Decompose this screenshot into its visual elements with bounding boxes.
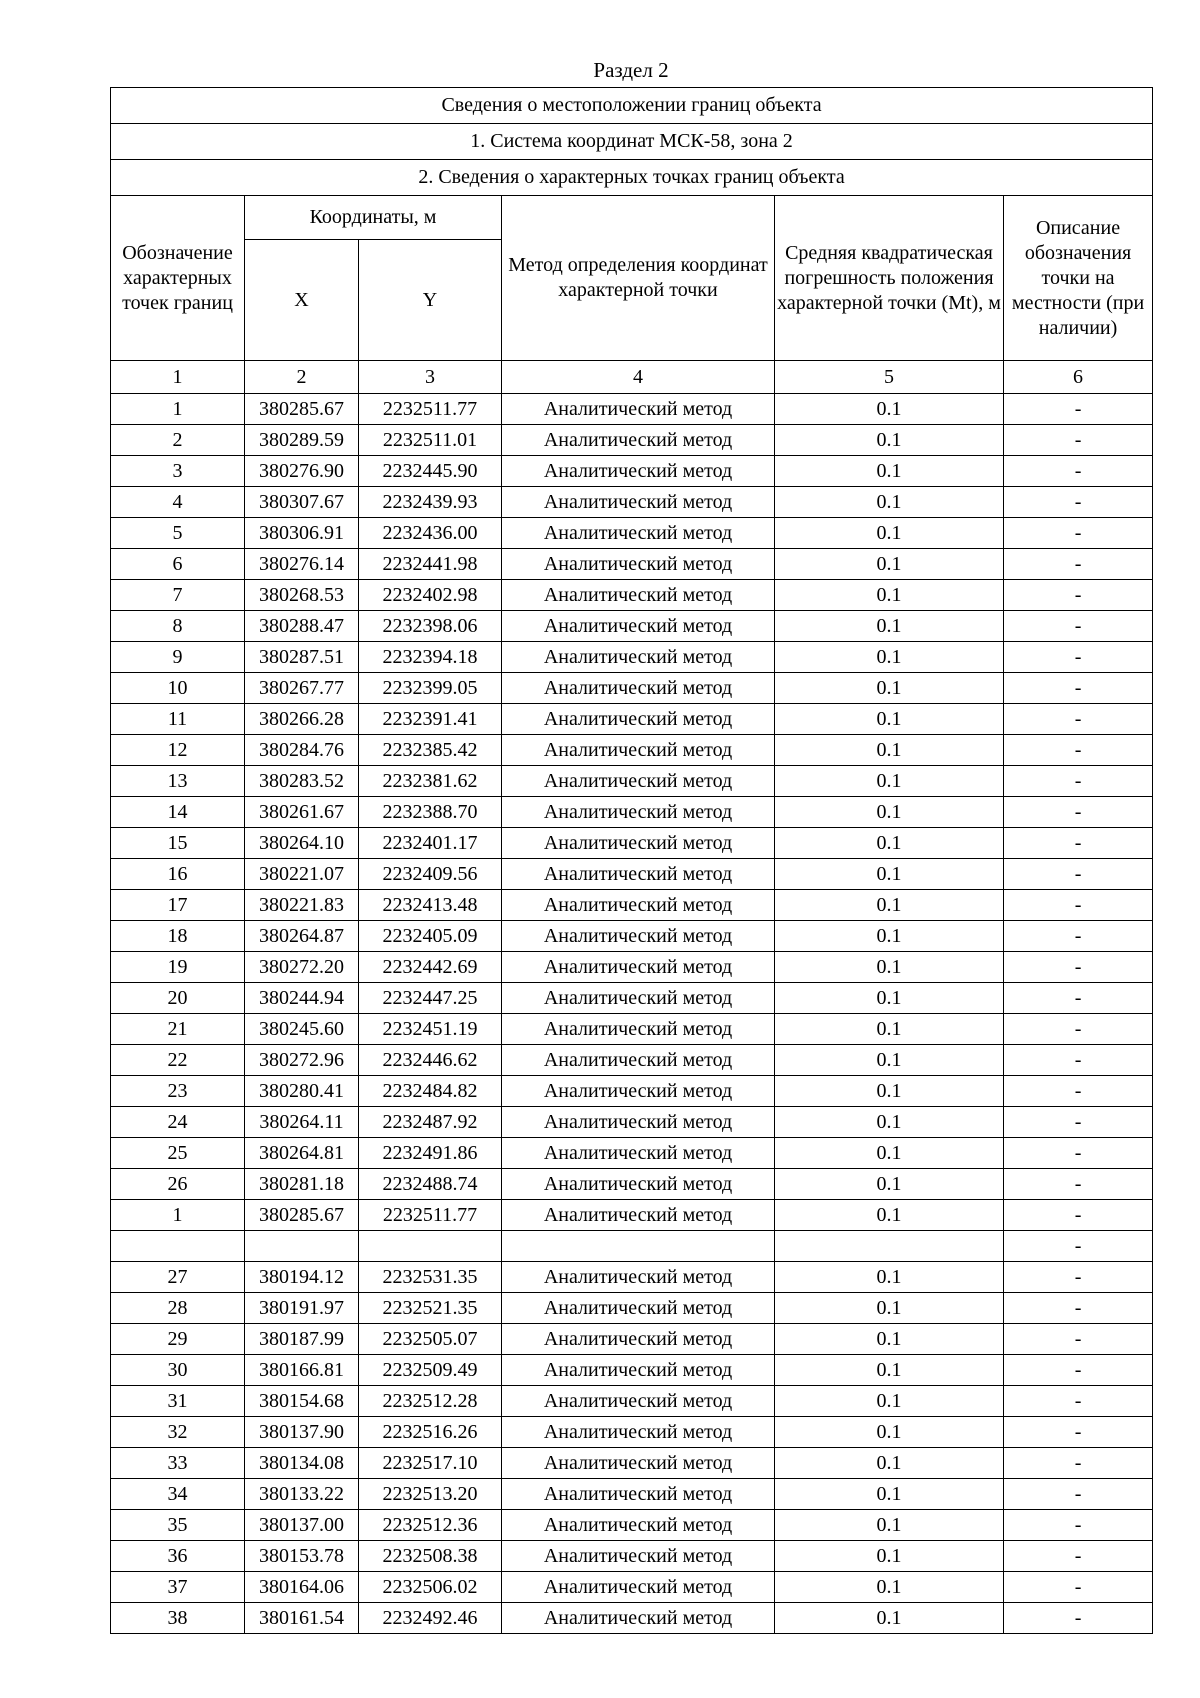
col-header-description: Описание обозначения точки на местности (при наличии): [1004, 196, 1153, 361]
cell-y-coordinate: 2232511.77: [359, 394, 502, 425]
cell-y-coordinate: 2232442.69: [359, 952, 502, 983]
cell-y-coordinate: 2232512.28: [359, 1386, 502, 1417]
cell-x-coordinate: 380276.14: [245, 549, 359, 580]
table-row: [111, 1386, 1153, 1417]
table-row: [111, 890, 1153, 921]
cell-y-coordinate: 2232491.86: [359, 1138, 502, 1169]
cell-description: -: [1004, 1572, 1153, 1603]
table-row: [111, 1541, 1153, 1572]
cell-method: Аналитический метод: [502, 921, 775, 952]
cell-y-coordinate: 2232531.35: [359, 1262, 502, 1293]
cell-x-coordinate: 380288.47: [245, 611, 359, 642]
cell-point-number: 29: [111, 1324, 245, 1355]
table-row: [111, 1448, 1153, 1479]
cell-point-number: 33: [111, 1448, 245, 1479]
cell-mean-error: 0.1: [775, 797, 1004, 828]
table-row: [111, 1572, 1153, 1603]
cell-description: -: [1004, 1603, 1153, 1634]
cell-mean-error: 0.1: [775, 1603, 1004, 1634]
points-section-header: 2. Сведения о характерных точках границ объекта: [111, 160, 1153, 196]
cell-x-coordinate: 380154.68: [245, 1386, 359, 1417]
column-number: 3: [359, 361, 502, 394]
table-row: [111, 1417, 1153, 1448]
cell-method: Аналитический метод: [502, 1510, 775, 1541]
cell-description: -: [1004, 1107, 1153, 1138]
cell-description: -: [1004, 1262, 1153, 1293]
cell-method: Аналитический метод: [502, 797, 775, 828]
cell-point-number: 18: [111, 921, 245, 952]
cell-point-number: 27: [111, 1262, 245, 1293]
cell-mean-error: 0.1: [775, 1138, 1004, 1169]
cell-y-coordinate: 2232447.25: [359, 983, 502, 1014]
cell-x-coordinate: 380264.10: [245, 828, 359, 859]
cell-point-number: 28: [111, 1293, 245, 1324]
table-row: [111, 642, 1153, 673]
cell-y-coordinate: 2232381.62: [359, 766, 502, 797]
cell-method: Аналитический метод: [502, 1293, 775, 1324]
cell-x-coordinate: 380245.60: [245, 1014, 359, 1045]
cell-description: -: [1004, 828, 1153, 859]
cell-method: Аналитический метод: [502, 1448, 775, 1479]
col-header-error: Средняя квадратическая погрешность положения характерной точки (Mt), м: [775, 196, 1004, 361]
cell-method: Аналитический метод: [502, 983, 775, 1014]
cell-description: -: [1004, 1200, 1153, 1231]
cell-method: Аналитический метод: [502, 1603, 775, 1634]
cell-y-coordinate: 2232484.82: [359, 1076, 502, 1107]
cell-y-coordinate: 2232521.35: [359, 1293, 502, 1324]
cell-description: -: [1004, 1231, 1153, 1262]
cell-y-coordinate: 2232511.77: [359, 1200, 502, 1231]
cell-x-coordinate: 380137.00: [245, 1510, 359, 1541]
cell-x-coordinate: 380307.67: [245, 487, 359, 518]
table-row: [111, 921, 1153, 952]
cell-mean-error: 0.1: [775, 1355, 1004, 1386]
cell-x-coordinate: 380272.20: [245, 952, 359, 983]
cell-description: -: [1004, 642, 1153, 673]
table-row: [111, 580, 1153, 611]
cell-point-number: 23: [111, 1076, 245, 1107]
cell-y-coordinate: 2232517.10: [359, 1448, 502, 1479]
cell-x-coordinate: 380266.28: [245, 704, 359, 735]
cell-point-number: 21: [111, 1014, 245, 1045]
cell-mean-error: 0.1: [775, 425, 1004, 456]
cell-point-number: 31: [111, 1386, 245, 1417]
table-row: [111, 1169, 1153, 1200]
table-row: [111, 487, 1153, 518]
cell-method: Аналитический метод: [502, 518, 775, 549]
cell-method: Аналитический метод: [502, 1541, 775, 1572]
table-row: [111, 1510, 1153, 1541]
cell-method: Аналитический метод: [502, 580, 775, 611]
cell-x-coordinate: 380264.81: [245, 1138, 359, 1169]
coordinate-system-header: 1. Система координат МСК-58, зона 2: [111, 124, 1153, 160]
cell-point-number: 37: [111, 1572, 245, 1603]
cell-mean-error: 0.1: [775, 1107, 1004, 1138]
cell-method: Аналитический метод: [502, 1572, 775, 1603]
cell-mean-error: 0.1: [775, 549, 1004, 580]
cell-y-coordinate: 2232516.26: [359, 1417, 502, 1448]
cell-y-coordinate: 2232436.00: [359, 518, 502, 549]
cell-mean-error: 0.1: [775, 859, 1004, 890]
cell-description: -: [1004, 1045, 1153, 1076]
table-row: [111, 828, 1153, 859]
cell-x-coordinate: 380267.77: [245, 673, 359, 704]
cell-description: -: [1004, 797, 1153, 828]
column-number-row: [111, 361, 1153, 394]
cell-point-number: 38: [111, 1603, 245, 1634]
cell-description: -: [1004, 1169, 1153, 1200]
cell-x-coordinate: 380166.81: [245, 1355, 359, 1386]
cell-method: Аналитический метод: [502, 487, 775, 518]
cell-y-coordinate: 2232398.06: [359, 611, 502, 642]
cell-description: -: [1004, 704, 1153, 735]
cell-point-number: 32: [111, 1417, 245, 1448]
column-number: 6: [1004, 361, 1153, 394]
table-row: [111, 1076, 1153, 1107]
table-row: [111, 1138, 1153, 1169]
table-row: [111, 1262, 1153, 1293]
cell-y-coordinate: 2232513.20: [359, 1479, 502, 1510]
column-number: 4: [502, 361, 775, 394]
cell-method: Аналитический метод: [502, 735, 775, 766]
cell-description: -: [1004, 921, 1153, 952]
cell-mean-error: 0.1: [775, 952, 1004, 983]
cell-description: -: [1004, 735, 1153, 766]
cell-point-number: 6: [111, 549, 245, 580]
cell-mean-error: 0.1: [775, 1200, 1004, 1231]
cell-x-coordinate: 380261.67: [245, 797, 359, 828]
cell-description: -: [1004, 673, 1153, 704]
cell-y-coordinate: 2232388.70: [359, 797, 502, 828]
col-header-method: Метод определения координат характерной точки: [502, 196, 775, 361]
cell-description: -: [1004, 890, 1153, 921]
cell-description: -: [1004, 580, 1153, 611]
column-number: 2: [245, 361, 359, 394]
cell-method: Аналитический метод: [502, 859, 775, 890]
col-header-y: Y: [359, 240, 502, 361]
cell-x-coordinate: 380153.78: [245, 1541, 359, 1572]
cell-point-number: 17: [111, 890, 245, 921]
cell-point-number: 19: [111, 952, 245, 983]
cell-method: Аналитический метод: [502, 890, 775, 921]
cell-method: Аналитический метод: [502, 828, 775, 859]
table-main-header: Сведения о местоположении границ объекта: [111, 88, 1153, 124]
cell-x-coordinate: 380194.12: [245, 1262, 359, 1293]
section-title: Раздел 2: [593, 58, 669, 82]
cell-description: -: [1004, 1541, 1153, 1572]
cell-description: -: [1004, 1417, 1153, 1448]
cell-point-number: 11: [111, 704, 245, 735]
cell-mean-error: 0.1: [775, 1572, 1004, 1603]
table-row: [111, 952, 1153, 983]
cell-mean-error: 0.1: [775, 735, 1004, 766]
cell-x-coordinate: 380133.22: [245, 1479, 359, 1510]
cell-y-coordinate: 2232399.05: [359, 673, 502, 704]
cell-y-coordinate: 2232487.92: [359, 1107, 502, 1138]
cell-x-coordinate: 380191.97: [245, 1293, 359, 1324]
col-header-x: X: [245, 240, 359, 361]
cell-mean-error: 0.1: [775, 1386, 1004, 1417]
col-header-coordinates: Координаты, м: [245, 196, 502, 240]
cell-mean-error: 0.1: [775, 580, 1004, 611]
cell-x-coordinate: 380284.76: [245, 735, 359, 766]
cell-y-coordinate: 2232446.62: [359, 1045, 502, 1076]
cell-y-coordinate: 2232445.90: [359, 456, 502, 487]
cell-point-number: 8: [111, 611, 245, 642]
table-row: [111, 611, 1153, 642]
table-row: [111, 735, 1153, 766]
cell-x-coordinate: 380268.53: [245, 580, 359, 611]
cell-mean-error: 0.1: [775, 673, 1004, 704]
cell-point-number: 12: [111, 735, 245, 766]
cell-x-coordinate: 380287.51: [245, 642, 359, 673]
cell-description: -: [1004, 394, 1153, 425]
cell-method: Аналитический метод: [502, 952, 775, 983]
cell-description: -: [1004, 425, 1153, 456]
cell-mean-error: 0.1: [775, 642, 1004, 673]
cell-mean-error: 0.1: [775, 1541, 1004, 1572]
cell-mean-error: 0.1: [775, 766, 1004, 797]
table-row: [111, 766, 1153, 797]
cell-y-coordinate: 2232405.09: [359, 921, 502, 952]
cell-point-number: 22: [111, 1045, 245, 1076]
cell-method: Аналитический метод: [502, 1045, 775, 1076]
cell-mean-error: 0.1: [775, 394, 1004, 425]
cell-point-number: 4: [111, 487, 245, 518]
cell-y-coordinate: 2232509.49: [359, 1355, 502, 1386]
cell-method: Аналитический метод: [502, 456, 775, 487]
table-row: [111, 549, 1153, 580]
cell-method: Аналитический метод: [502, 1262, 775, 1293]
cell-description: -: [1004, 1479, 1153, 1510]
cell-description: -: [1004, 1355, 1153, 1386]
cell-description: -: [1004, 518, 1153, 549]
cell-description: -: [1004, 487, 1153, 518]
cell-method: Аналитический метод: [502, 1076, 775, 1107]
cell-mean-error: 0.1: [775, 1417, 1004, 1448]
cell-y-coordinate: 2232441.98: [359, 549, 502, 580]
cell-description: -: [1004, 1293, 1153, 1324]
cell-description: -: [1004, 983, 1153, 1014]
cell-description: -: [1004, 456, 1153, 487]
table-row: [111, 518, 1153, 549]
cell-y-coordinate: 2232451.19: [359, 1014, 502, 1045]
cell-y-coordinate: 2232385.42: [359, 735, 502, 766]
cell-x-coordinate: 380276.90: [245, 456, 359, 487]
cell-mean-error: [775, 1231, 1004, 1262]
cell-point-number: 34: [111, 1479, 245, 1510]
cell-mean-error: 0.1: [775, 1293, 1004, 1324]
cell-x-coordinate: 380187.99: [245, 1324, 359, 1355]
cell-point-number: 30: [111, 1355, 245, 1386]
cell-point-number: 25: [111, 1138, 245, 1169]
cell-point-number: [111, 1231, 245, 1262]
cell-x-coordinate: [245, 1231, 359, 1262]
cell-method: [502, 1231, 775, 1262]
table-row: [111, 1479, 1153, 1510]
cell-method: Аналитический метод: [502, 1014, 775, 1045]
cell-x-coordinate: 380244.94: [245, 983, 359, 1014]
cell-mean-error: 0.1: [775, 1014, 1004, 1045]
table-row: [111, 1045, 1153, 1076]
cell-method: Аналитический метод: [502, 766, 775, 797]
cell-point-number: 10: [111, 673, 245, 704]
cell-point-number: 9: [111, 642, 245, 673]
cell-point-number: 2: [111, 425, 245, 456]
cell-mean-error: 0.1: [775, 611, 1004, 642]
table-row: [111, 797, 1153, 828]
cell-method: Аналитический метод: [502, 1169, 775, 1200]
cell-point-number: 5: [111, 518, 245, 549]
cell-method: Аналитический метод: [502, 673, 775, 704]
cell-x-coordinate: 380264.87: [245, 921, 359, 952]
table-row: [111, 1293, 1153, 1324]
table-row: [111, 1603, 1153, 1634]
table-row: [111, 1107, 1153, 1138]
cell-x-coordinate: 380285.67: [245, 394, 359, 425]
cell-point-number: 16: [111, 859, 245, 890]
cell-point-number: 1: [111, 1200, 245, 1231]
cell-mean-error: 0.1: [775, 1510, 1004, 1541]
table-row: [111, 859, 1153, 890]
cell-y-coordinate: 2232505.07: [359, 1324, 502, 1355]
cell-mean-error: 0.1: [775, 1169, 1004, 1200]
cell-description: -: [1004, 1386, 1153, 1417]
cell-description: -: [1004, 859, 1153, 890]
cell-y-coordinate: 2232488.74: [359, 1169, 502, 1200]
cell-description: -: [1004, 549, 1153, 580]
cell-mean-error: 0.1: [775, 518, 1004, 549]
cell-y-coordinate: 2232506.02: [359, 1572, 502, 1603]
table-row: [111, 425, 1153, 456]
cell-x-coordinate: 380281.18: [245, 1169, 359, 1200]
table-row: [111, 394, 1153, 425]
col-header-designation: Обозначение характерных точек границ: [111, 196, 245, 361]
cell-y-coordinate: 2232409.56: [359, 859, 502, 890]
cell-point-number: 35: [111, 1510, 245, 1541]
cell-method: Аналитический метод: [502, 1386, 775, 1417]
cell-description: -: [1004, 1076, 1153, 1107]
cell-point-number: 14: [111, 797, 245, 828]
cell-y-coordinate: [359, 1231, 502, 1262]
cell-mean-error: 0.1: [775, 890, 1004, 921]
cell-description: -: [1004, 611, 1153, 642]
cell-mean-error: 0.1: [775, 983, 1004, 1014]
cell-method: Аналитический метод: [502, 1200, 775, 1231]
cell-method: Аналитический метод: [502, 1107, 775, 1138]
cell-method: Аналитический метод: [502, 1479, 775, 1510]
cell-point-number: 13: [111, 766, 245, 797]
cell-point-number: 36: [111, 1541, 245, 1572]
cell-description: -: [1004, 952, 1153, 983]
cell-x-coordinate: 380161.54: [245, 1603, 359, 1634]
cell-x-coordinate: 380164.06: [245, 1572, 359, 1603]
table-row: [111, 1014, 1153, 1045]
cell-y-coordinate: 2232508.38: [359, 1541, 502, 1572]
cell-y-coordinate: 2232402.98: [359, 580, 502, 611]
cell-description: -: [1004, 1014, 1153, 1045]
cell-y-coordinate: 2232511.01: [359, 425, 502, 456]
cell-method: Аналитический метод: [502, 642, 775, 673]
cell-mean-error: 0.1: [775, 487, 1004, 518]
cell-x-coordinate: 380285.67: [245, 1200, 359, 1231]
cell-y-coordinate: 2232391.41: [359, 704, 502, 735]
cell-x-coordinate: 380289.59: [245, 425, 359, 456]
boundary-points-table: [110, 87, 1153, 1634]
cell-x-coordinate: 380283.52: [245, 766, 359, 797]
cell-point-number: 20: [111, 983, 245, 1014]
cell-description: -: [1004, 1138, 1153, 1169]
table-row: [111, 1231, 1153, 1262]
table-row: [111, 456, 1153, 487]
table-row: [111, 704, 1153, 735]
cell-x-coordinate: 380306.91: [245, 518, 359, 549]
cell-y-coordinate: 2232439.93: [359, 487, 502, 518]
cell-y-coordinate: 2232492.46: [359, 1603, 502, 1634]
column-number: 5: [775, 361, 1004, 394]
cell-y-coordinate: 2232401.17: [359, 828, 502, 859]
cell-mean-error: 0.1: [775, 921, 1004, 952]
table-row: [111, 673, 1153, 704]
cell-point-number: 24: [111, 1107, 245, 1138]
cell-method: Аналитический метод: [502, 394, 775, 425]
cell-x-coordinate: 380221.83: [245, 890, 359, 921]
cell-mean-error: 0.1: [775, 1076, 1004, 1107]
cell-method: Аналитический метод: [502, 611, 775, 642]
table-row: [111, 1324, 1153, 1355]
cell-x-coordinate: 380264.11: [245, 1107, 359, 1138]
cell-method: Аналитический метод: [502, 1355, 775, 1386]
cell-mean-error: 0.1: [775, 704, 1004, 735]
cell-method: Аналитический метод: [502, 1417, 775, 1448]
cell-x-coordinate: 380280.41: [245, 1076, 359, 1107]
cell-method: Аналитический метод: [502, 1138, 775, 1169]
cell-method: Аналитический метод: [502, 425, 775, 456]
cell-mean-error: 0.1: [775, 1479, 1004, 1510]
cell-mean-error: 0.1: [775, 1324, 1004, 1355]
cell-mean-error: 0.1: [775, 1262, 1004, 1293]
cell-point-number: 3: [111, 456, 245, 487]
cell-description: -: [1004, 1324, 1153, 1355]
column-number: 1: [111, 361, 245, 394]
cell-method: Аналитический метод: [502, 549, 775, 580]
cell-x-coordinate: 380272.96: [245, 1045, 359, 1076]
cell-description: -: [1004, 766, 1153, 797]
cell-y-coordinate: 2232413.48: [359, 890, 502, 921]
cell-point-number: 1: [111, 394, 245, 425]
cell-mean-error: 0.1: [775, 1045, 1004, 1076]
cell-y-coordinate: 2232512.36: [359, 1510, 502, 1541]
cell-point-number: 15: [111, 828, 245, 859]
cell-y-coordinate: 2232394.18: [359, 642, 502, 673]
cell-x-coordinate: 380134.08: [245, 1448, 359, 1479]
cell-point-number: 7: [111, 580, 245, 611]
cell-point-number: 26: [111, 1169, 245, 1200]
cell-method: Аналитический метод: [502, 1324, 775, 1355]
cell-mean-error: 0.1: [775, 1448, 1004, 1479]
cell-method: Аналитический метод: [502, 704, 775, 735]
table-row: [111, 983, 1153, 1014]
cell-x-coordinate: 380137.90: [245, 1417, 359, 1448]
cell-description: -: [1004, 1448, 1153, 1479]
cell-mean-error: 0.1: [775, 828, 1004, 859]
table-row: [111, 1200, 1153, 1231]
table-row: [111, 1355, 1153, 1386]
cell-x-coordinate: 380221.07: [245, 859, 359, 890]
cell-description: -: [1004, 1510, 1153, 1541]
cell-mean-error: 0.1: [775, 456, 1004, 487]
